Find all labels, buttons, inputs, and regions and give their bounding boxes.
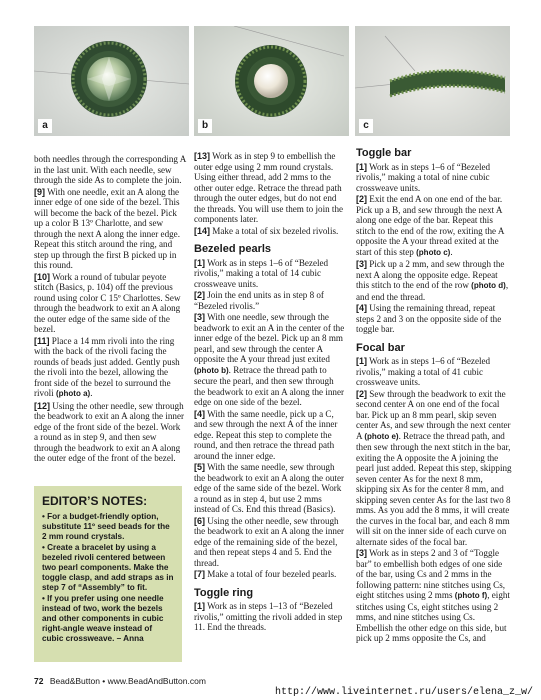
photo-reference: (photo e) — [364, 431, 399, 441]
photo-reference: (photo a) — [55, 389, 91, 398]
instruction-paragraph: [2] Exit the end A on one end of the bar. Pick up a B, and sew through the next A along one edge of the bar. Repeat this stitch to the end of the row, exiting the A opposite the A your thread exited at the start of this step (photo c). — [356, 194, 504, 257]
instruction-paragraph: both needles through the corresponding A in the last unit. With each needle, sew through the side As to complete the join. — [34, 154, 186, 185]
step-number: [12] — [34, 400, 51, 411]
step-number: [4] — [356, 303, 367, 313]
step-number: [11] — [34, 335, 50, 346]
footer-text: Bead&Button • www.BeadAndButton.com — [49, 676, 206, 686]
section-heading-toggle-ring: Toggle ring — [194, 586, 254, 599]
instruction-paragraph: [3] With one needle, sew through the beadwork to exit an A in the center of the inner edge of the bezel. Pick up an 8 mm pearl, and sew through the center A opposite the A your thread just exited (photo b). Retrace the thread path to secure the pearl, and then sew through the beadwork to exit an A along the inner edge on one side of the bezel. — [194, 312, 345, 407]
watermark-url: http://www.liveinternet.ru/users/elena_z_w/ — [274, 687, 533, 698]
step-number: [7] — [194, 569, 205, 579]
editors-notes-box — [34, 486, 182, 662]
editor-note: • Create a bracelet by using a bezeled rivoli centered between two pearl components. Make the toggle clasp, and add straps as in step 7 of “Assembly” to fit. — [42, 543, 174, 592]
instruction-paragraph: [1] Work as in steps 1–13 of “Bezeled rivolis,” omitting the rivoli added in step 11. End the threads. — [194, 601, 343, 632]
section-heading-toggle-bar: Toggle bar — [356, 147, 412, 159]
column-1 — [34, 154, 186, 465]
instruction-paragraph: [7] Make a total of four bezeled pearls. — [194, 569, 337, 579]
photo-c — [355, 26, 510, 136]
instruction-paragraph: [2] Join the end units as in step 8 of “Bezeled rivolis.” — [194, 290, 324, 311]
instruction-paragraph: [5] With the same needle, sew through the beadwork to exit an A along the outer edge of the same side of the bezel. Work a round as in step 4, but use 2 mms instead of Cs. End this thread (Basics). — [194, 462, 345, 514]
photo-label: b — [198, 119, 212, 133]
step-number: [6] — [194, 515, 205, 526]
photo-reference: (photo f) — [454, 591, 488, 600]
instruction-paragraph: [11] Place a 14 mm rivoli into the ring with the back of the rivoli facing the rounds of beads just added. Gently push the rivoli into the bezel, allowing the front side of the bezel to surround the rivoli (photo a). — [34, 335, 180, 398]
instruction-paragraph: [1] Work as in steps 1–6 of “Bezeled rivolis,” making a total of nine cubic crossweave units. — [356, 161, 491, 193]
instruction-paragraph: [4] With the same needle, pick up a C, and sew through the next A of the inner edge. Repeat this step to complete the round, and then retrace the thread path around the inner edge. — [194, 408, 338, 461]
photo-a — [34, 26, 189, 136]
step-number: [3] — [356, 259, 367, 269]
photo-b — [194, 26, 349, 136]
column-2 — [194, 151, 346, 634]
step-number: [2] — [194, 290, 205, 300]
page-number: 72 — [34, 676, 44, 686]
instruction-paragraph: [4] Using the remaining thread, repeat steps 2 and 3 on the opposite side of the toggle bar. — [356, 303, 502, 334]
instruction-paragraph: [13] Work as in step 9 to embellish the outer edge using 2 mm round crystals. Using either thread, add 2 mms to the other outer edge. Retrace the thread path through the outer edges, but do not end the threads. You will use them to join the components later. — [194, 151, 344, 224]
photo-reference: (photo b) — [194, 365, 229, 375]
photo-reference: (photo d) — [471, 281, 506, 290]
step-number: [1] — [194, 257, 205, 268]
instruction-paragraph: [2] Sew through the beadwork to exit the second center A on one end of the focal bar. Pick up an 8 mm pearl, skip seven center As, and sew through the next center A (photo e). Retrace the thread path, and then sew through the next stitch in the bar, exiting the A opposite the A joining the pearl just added. Repeat this step, skipping seven center As for the next 8 mm, skipping six As for the center 8 mm, and skipping seven center As for the last two 8 mms. As you add the 8 mms, it will create the curves in the focal bar, and each 8 mm will sit on the inner side of each curve on alternate sides of the focal bar. — [356, 388, 512, 547]
toggle-bar-steps — [356, 162, 512, 335]
step-number: [1] — [356, 356, 367, 366]
section-heading-focal-bar: Focal bar — [356, 341, 405, 354]
instruction-paragraph: [1] Work as in steps 1–6 of “Bezeled rivolis,” making a total of 14 cubic crossweave units. — [194, 257, 329, 289]
step-number: [2] — [356, 388, 367, 399]
instruction-paragraph: [10] Work a round of tubular peyote stitch (Basics, p. 104) off the previous round using color C 15º Charlottes. Sew through the beadwork to exit an A along the outer edge of the same side of the bezel. — [34, 271, 181, 334]
photo-label: a — [38, 119, 52, 133]
bezeled-rivolis-steps — [194, 151, 346, 236]
focal-bar-steps — [356, 356, 512, 644]
step-number: [9] — [34, 186, 45, 197]
bezeled-pearls-steps — [194, 258, 346, 580]
rivoli-bezel-image — [34, 26, 189, 136]
pearl-bezel-image — [194, 26, 349, 136]
step-number: [3] — [356, 548, 367, 558]
page-footer — [34, 676, 510, 686]
instruction-paragraph: [1] Work as in steps 1–6 of “Bezeled rivolis,” making a total of 41 cubic crossweave units. — [356, 356, 491, 387]
toggle-ring-steps — [194, 601, 346, 633]
step-number: [5] — [194, 462, 205, 472]
step-number: [1] — [194, 601, 205, 611]
instruction-paragraph: [9] With one needle, exit an A along the inner edge of one side of the bezel. This will become the back of the bezel. Pick up a color B 13º Charlotte, and sew through the next A along the inner edge. Repeat this stitch around the ring, and step up through the first B picked up in this round. — [34, 186, 180, 270]
step-number: [10] — [34, 271, 51, 282]
step-number: [2] — [356, 194, 367, 204]
photo-label: c — [359, 119, 373, 133]
editor-note: • For a budget-friendly option, substitute 11º seed beads for the 2 mm round crystals. — [42, 512, 170, 541]
step-number: [13] — [194, 151, 211, 161]
photo-strip — [34, 26, 510, 136]
step-number: [4] — [194, 408, 205, 419]
instruction-paragraph: [14] Make a total of six bezeled rivolis. — [194, 225, 339, 236]
column-3 — [356, 148, 512, 645]
instruction-paragraph: [6] Using the other needle, sew through the beadwork to exit an A along the inner edge of the remaining side of the bezel, and then repeat steps 4 and 5. End the thread. — [194, 515, 345, 568]
section-heading-bezeled-pearls: Bezeled pearls — [194, 243, 272, 255]
editors-notes-title: EDITOR’S NOTES: — [42, 494, 148, 508]
step-number: [14] — [194, 225, 211, 236]
instruction-paragraph: [12] Using the other needle, sew through the beadwork to exit an A along the inner edge of the front side of the bezel. Work a round as in step 9, and then sew through the beadwork to exit an A along the outer edge of the front of the bezel. — [34, 400, 185, 463]
photo-reference: (photo c) — [416, 247, 451, 257]
step-number: [1] — [356, 161, 367, 172]
instruction-paragraph: [3] Work as in steps 2 and 3 of “Toggle bar” to embellish both edges of one side of the bar, using Cs and 2 mms in the following pattern: nine stitches using Cs, eight stitches using 2 mms (photo f), eight stitches using Cs, eight stitches using 2 mms, and nine stitches using Cs. Embellish the other edge on this side, but pick up 2 mms opposite the Cs, and — [356, 548, 510, 643]
editor-note: • If you prefer using one needle instead of two, work the bezels and other components in cubic right-angle weave instead of cubic crossweave. – Anna — [42, 594, 164, 643]
toggle-bar-image — [355, 26, 510, 136]
instruction-paragraph: [3] Pick up a 2 mm, and sew through the next A along the opposite edge. Repeat this stitch to the end of the row (photo d), and end the thread. — [356, 259, 509, 302]
step-number: [3] — [194, 312, 205, 322]
